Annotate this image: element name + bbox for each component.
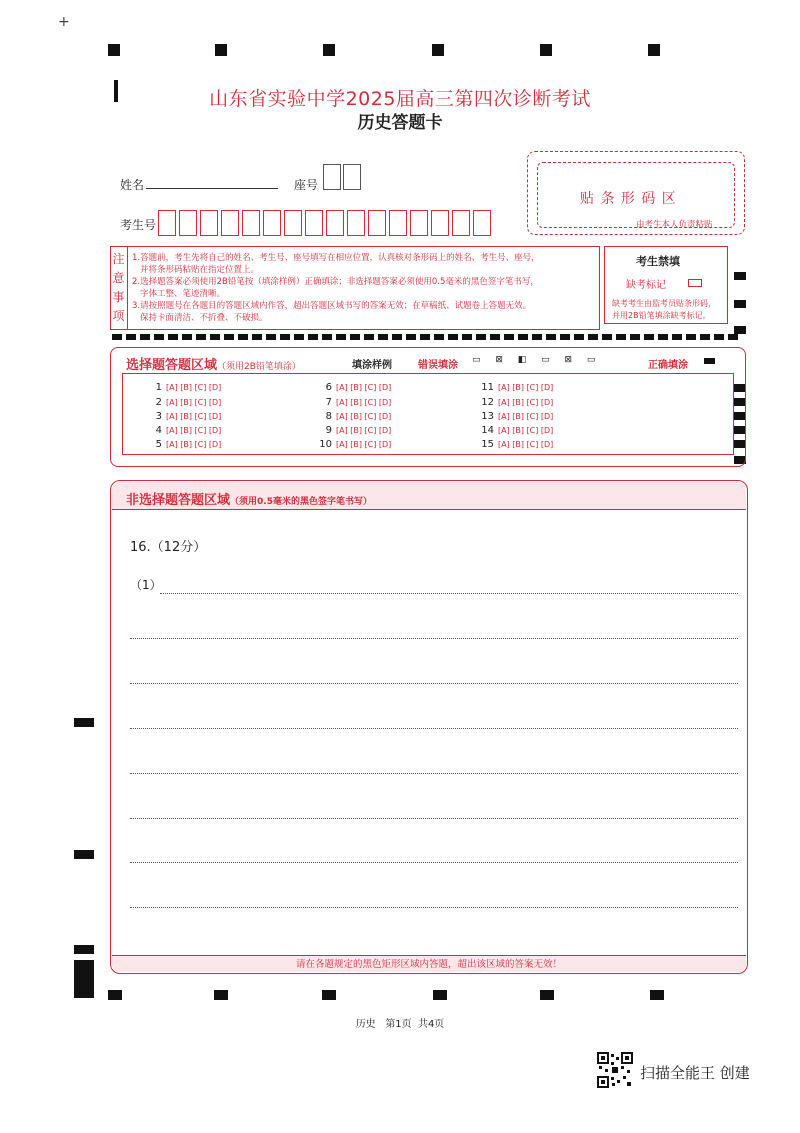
dash-mark (532, 334, 542, 340)
exam-id-boxes[interactable] (158, 210, 498, 236)
dash-mark (252, 334, 262, 340)
mc-question[interactable]: 9 [A] [B] [C] [D] (325, 425, 392, 436)
note-line: 1.答题前，考生先将自己的姓名、考生号、座号填写在相应位置，认真核对条形码上的姓名、考生号、座号， (132, 253, 540, 263)
sample-label: 填涂样例 (352, 360, 392, 371)
alignment-block (734, 272, 746, 280)
alignment-block (734, 300, 746, 308)
exam-id-cell[interactable] (431, 210, 449, 236)
dash-mark (658, 334, 668, 340)
ban-note-1: 缺考考生由监考员贴条形码， (612, 299, 716, 308)
mc-question[interactable]: 5 [A] [B] [C] [D] (155, 439, 222, 450)
dash-mark (322, 334, 332, 340)
dash-mark (378, 334, 388, 340)
note-line: 3.请按照题号在各题目的答题区域内作答，超出答题区域书写的答案无效；在草稿纸、试题卷上答题无效。 (132, 301, 532, 311)
answer-line[interactable] (130, 862, 738, 863)
alignment-block (323, 44, 335, 56)
dash-mark (504, 334, 514, 340)
exam-title: 山东省实验中学2025届高三第四次诊断考试 (209, 88, 591, 110)
dash-mark (462, 334, 472, 340)
exam-id-cell[interactable] (326, 210, 344, 236)
dash-mark (518, 334, 528, 340)
missing-mark-box[interactable] (688, 279, 702, 287)
alignment-block (648, 44, 660, 56)
mc-question[interactable]: 15 [A] [B] [C] [D] (481, 439, 554, 450)
dash-mark (574, 334, 584, 340)
answer-line[interactable] (160, 593, 738, 594)
mc-question[interactable]: 7 [A] [B] [C] [D] (325, 397, 392, 408)
exam-id-cell[interactable] (473, 210, 491, 236)
missing-mark-label: 缺考标记 (626, 280, 666, 291)
answer-line[interactable] (130, 683, 738, 684)
dash-mark (364, 334, 374, 340)
dash-mark (350, 334, 360, 340)
dash-mark (112, 334, 122, 340)
alignment-block (214, 990, 228, 1000)
seat-box[interactable] (323, 164, 341, 190)
crosshair-mark: + (58, 14, 70, 30)
dash-mark (280, 334, 290, 340)
exam-id-cell[interactable] (221, 210, 239, 236)
exam-id-cell[interactable] (410, 210, 428, 236)
dash-mark (336, 334, 346, 340)
seat-box[interactable] (343, 164, 361, 190)
dash-mark (448, 334, 458, 340)
alignment-block (74, 960, 94, 998)
exam-id-cell[interactable] (179, 210, 197, 236)
notes-text (132, 252, 598, 324)
alignment-block (74, 718, 94, 727)
dash-mark (238, 334, 248, 340)
dash-mark (140, 334, 150, 340)
dash-mark (490, 334, 500, 340)
dash-mark (224, 334, 234, 340)
answer-line[interactable] (130, 907, 738, 908)
name-field[interactable] (146, 174, 278, 189)
alignment-block (74, 850, 94, 859)
dash-mark (476, 334, 486, 340)
page-footer: 历史 第1页 共4页 (355, 1019, 445, 1030)
dash-mark (560, 334, 570, 340)
card-subtitle: 历史答题卡 (357, 113, 443, 133)
dash-mark (434, 334, 444, 340)
alignment-block (432, 44, 444, 56)
mc-question[interactable]: 12 [A] [B] [C] [D] (481, 397, 554, 408)
exam-id-cell[interactable] (347, 210, 365, 236)
note-line: 2.选择题答案必须使用2B铅笔按（填涂样例）正确填涂；非选择题答案必须使用0.5毫米的黑色签字笔书写， (132, 277, 539, 287)
alignment-block (322, 990, 336, 1000)
mc-question[interactable]: 11 [A] [B] [C] [D] (481, 382, 554, 393)
dash-mark (420, 334, 430, 340)
alignment-block (734, 326, 746, 334)
exam-id-cell[interactable] (263, 210, 281, 236)
exam-id-cell[interactable] (368, 210, 386, 236)
alignment-block (108, 44, 120, 56)
mc-question[interactable]: 6 [A] [B] [C] [D] (325, 382, 392, 393)
right-fill-mark (704, 358, 715, 364)
question-16-label: 16.（12分） (130, 540, 207, 555)
mc-question[interactable]: 13 [A] [B] [C] [D] (481, 411, 554, 422)
exam-id-cell[interactable] (389, 210, 407, 236)
nonchoice-footer: 请在各题规定的黑色矩形区域内答题，超出该区域的答案无效！ (112, 955, 746, 972)
exam-id-cell[interactable] (158, 210, 176, 236)
dash-mark (546, 334, 556, 340)
mc-title: 选择题答题区域（须用2B铅笔填涂） (126, 358, 301, 373)
nonchoice-title: 非选择题答题区域（须用0.5毫米的黑色签字笔书写） (126, 493, 372, 508)
exam-id-cell[interactable] (452, 210, 470, 236)
dash-mark (630, 334, 640, 340)
mc-question[interactable]: 4 [A] [B] [C] [D] (155, 425, 222, 436)
note-line: 字体工整、笔迹清晰。 (140, 289, 226, 299)
mc-question[interactable]: 3 [A] [B] [C] [D] (155, 411, 222, 422)
qr-code-icon (597, 1052, 633, 1088)
dash-mark (588, 334, 598, 340)
right-fill-label: 正确填涂 (648, 360, 688, 371)
barcode-label: 贴 条 形 码 区 (580, 191, 677, 207)
ban-note-2: 并用2B铅笔填涂缺考标记。 (612, 311, 711, 320)
mc-question[interactable]: 8 [A] [B] [C] [D] (325, 411, 392, 422)
note-line: 并将条形码粘贴在指定位置上。 (140, 265, 260, 275)
dash-mark (392, 334, 402, 340)
dash-mark (644, 334, 654, 340)
alignment-block (433, 990, 447, 1000)
dash-mark (602, 334, 612, 340)
alignment-block (74, 945, 94, 954)
dash-mark (196, 334, 206, 340)
ban-title: 考生禁填 (636, 255, 680, 268)
dash-mark (294, 334, 304, 340)
answer-line[interactable] (130, 728, 738, 729)
mc-question[interactable]: 14 [A] [B] [C] [D] (481, 425, 554, 436)
dash-mark (616, 334, 626, 340)
dash-mark (126, 334, 136, 340)
alignment-block (650, 990, 664, 1000)
barcode-note: 由考生本人负责粘贴 (636, 220, 713, 230)
dash-mark (308, 334, 318, 340)
answer-line[interactable] (130, 818, 738, 819)
dash-mark (210, 334, 220, 340)
mc-question[interactable]: 10 [A] [B] [C] [D] (319, 439, 392, 450)
alignment-block (540, 44, 552, 56)
dash-mark (700, 334, 710, 340)
dash-mark (686, 334, 696, 340)
watermark-text: 扫描全能王 创建 (640, 1064, 750, 1082)
part-1-label: （1） (130, 578, 162, 592)
dash-mark (154, 334, 164, 340)
seat-label: 座号 (294, 178, 319, 192)
dash-mark (182, 334, 192, 340)
dash-mark (266, 334, 276, 340)
exam-id-cell[interactable] (242, 210, 260, 236)
exam-id-label: 考生号 (120, 218, 157, 232)
dash-mark (714, 334, 724, 340)
answer-line[interactable] (130, 773, 738, 774)
mc-question[interactable]: 2 [A] [B] [C] [D] (155, 397, 222, 408)
answer-line[interactable] (130, 638, 738, 639)
dash-mark (672, 334, 682, 340)
alignment-block (540, 990, 554, 1000)
dash-mark (168, 334, 178, 340)
wrong-fill-label: 错误填涂 (418, 360, 458, 371)
exam-id-cell[interactable] (305, 210, 323, 236)
dash-mark (728, 334, 738, 340)
wrong-fill-marks: ▭ ⊠ ◧ ▭ ⊠ ▭ (472, 355, 602, 365)
note-line: 保持卡面清洁、不折叠、不破损。 (140, 313, 268, 323)
mc-question[interactable]: 1 [A] [B] [C] [D] (155, 382, 222, 393)
exam-id-cell[interactable] (284, 210, 302, 236)
dash-mark (406, 334, 416, 340)
alignment-block (108, 990, 122, 1000)
notes-side-label: 注 意 事 项 (110, 246, 128, 330)
alignment-block (215, 44, 227, 56)
exam-id-cell[interactable] (200, 210, 218, 236)
name-label: 姓名 (120, 178, 145, 192)
